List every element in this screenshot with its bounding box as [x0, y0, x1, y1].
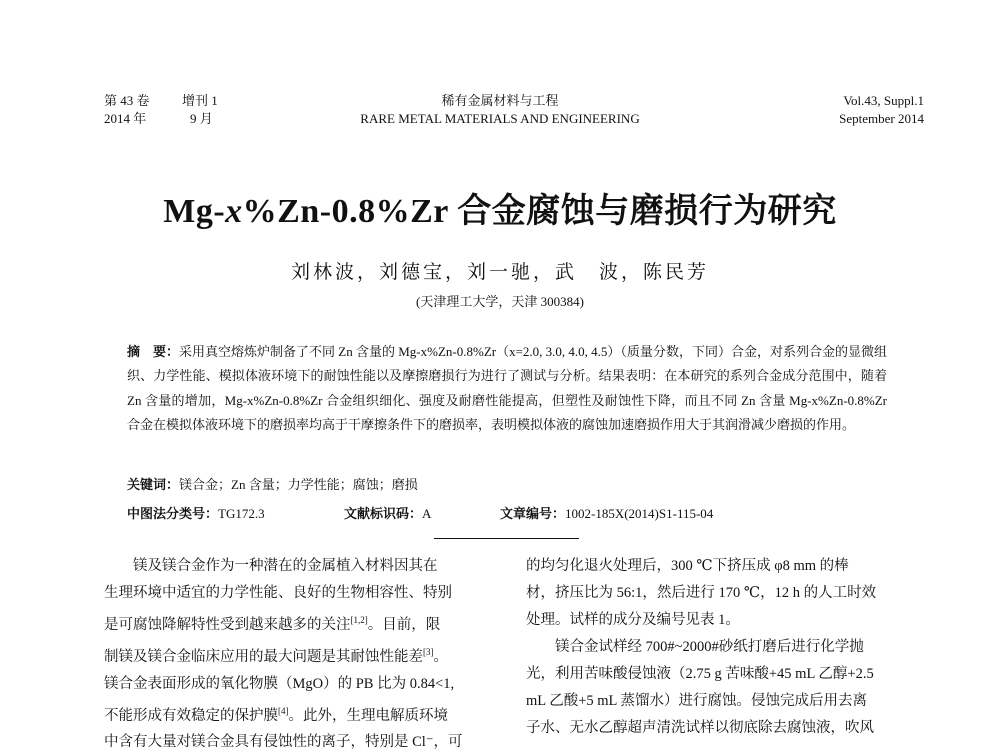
clc-value: TG172.3	[218, 506, 265, 521]
body-line: 子水、无水乙醇超声清洗试样以彻底除去腐蚀液，吹风	[526, 720, 874, 736]
body-line	[104, 698, 490, 730]
body-line: 的均匀化退火处理后，300 ℃下挤压成 φ8 mm 的棒	[526, 558, 849, 574]
body-line: 镁合金试样经 700#~2000#砂纸打磨后进行化学抛	[555, 639, 864, 655]
keywords	[127, 474, 418, 493]
citation: [4]	[278, 705, 289, 716]
journal-title-cn: 稀有金属材料与工程	[441, 93, 559, 108]
body-text: 。此外，生理电解质环境	[288, 707, 448, 724]
abstract-label: 摘 要：	[127, 344, 180, 359]
body-text: 制镁及镁合金临床应用的最大问题是其耐蚀性能差	[104, 648, 423, 665]
body-column-right	[526, 553, 924, 742]
supplement-cn: 增刊 1	[182, 93, 218, 108]
body-text: 。目前，限	[367, 616, 441, 633]
body-column-left	[104, 553, 490, 756]
article-value: 1002-185X(2014)S1-115-04	[565, 506, 714, 521]
body-line: 处理。试样的成分及编号见表 1。	[526, 612, 740, 628]
title-prefix: Mg-	[163, 193, 226, 230]
body-line	[104, 639, 490, 671]
body-line: 中含有大量对镁合金具有侵蚀性的离子，特别是 Cl⁻，可	[104, 734, 463, 751]
section-divider	[434, 538, 579, 539]
citation: [1,2]	[350, 615, 368, 625]
body-text: 不能形成有效稳定的保护膜	[104, 707, 278, 724]
article-number	[500, 503, 713, 522]
abstract-text: 采用真空熔炼炉制备了不同 Zn 含量的 Mg-x%Zn-0.8%Zr（x=2.0, 3.0, 4.0, 4.5）（质量分数，下同）合金，对系列合金的显微组织、力学性能、模拟体液环境下的耐蚀性能以及摩擦磨损行为进行了测试与分析。结果表明：在本研究的系列合金成分范围中，随着 Zn 含量的增加，Mg-x%Zn-0.8%Zr 合金组织细化、强度及耐磨性能提高，但塑性及耐蚀性下降，而且不同 Zn 含量 Mg-x%Zn-0.8%Zr 合金在模拟体液环境下的磨损率均高于干摩擦条件下的磨损率，表明模拟体液的腐蚀加速磨损作用大于其润滑减少磨损的作用。	[127, 344, 887, 433]
journal-title-en: RARE METAL MATERIALS AND ENGINEERING	[360, 111, 640, 126]
volume-cn: 第 43 卷	[104, 93, 150, 108]
body-line: 材，挤压比为 56:1，然后进行 170 ℃，12 h 的人工时效	[526, 585, 877, 601]
keywords-text: 镁合金；Zn 含量；力学性能；腐蚀；磨损	[179, 477, 418, 492]
doc-value: A	[422, 506, 432, 521]
body-text: 。	[433, 648, 448, 665]
clc-number	[127, 503, 265, 522]
body-line: 光，利用苦味酸侵蚀液（2.75 g 苦味酸+45 mL 乙醇+2.5	[526, 666, 874, 682]
author-list: 刘林波，刘德宝，刘一驰，武 波，陈民芳	[290, 262, 709, 283]
title-variable: x	[225, 193, 243, 230]
body-line: 镁及镁合金作为一种潜在的金属植入材料因其在	[133, 558, 438, 574]
clc-label: 中图法分类号：	[127, 506, 219, 521]
body-line: 生理环境中适宜的力学性能、良好的生物相容性、特别	[104, 585, 452, 601]
document-code	[344, 503, 431, 522]
keywords-label: 关键词：	[127, 477, 180, 492]
volume-en: Vol.43, Suppl.1	[843, 93, 924, 108]
doc-label: 文献标识码：	[344, 506, 423, 521]
article-label: 文章编号：	[500, 506, 566, 521]
month-cn: 9 月	[190, 111, 213, 126]
body-line: mL 乙酸+5 mL 蒸馏水）进行腐蚀。侵蚀完成后用去离	[526, 693, 867, 709]
paper-title	[0, 183, 1000, 232]
abstract	[127, 340, 887, 438]
affiliation: (天津理工大学，天津 300384)	[416, 294, 584, 309]
citation: [3]	[423, 646, 434, 657]
body-line	[104, 607, 490, 639]
title-suffix: %Zn-0.8%Zr 合金腐蚀与磨损行为研究	[242, 193, 837, 230]
body-line: 镁合金表面形成的氧化物膜（MgO）的 PB 比为 0.84<1,	[104, 675, 455, 692]
date-en: September 2014	[839, 111, 924, 126]
year-cn: 2014 年	[104, 111, 147, 126]
body-text: 是可腐蚀降解特性受到越来越多的关注	[104, 616, 351, 633]
